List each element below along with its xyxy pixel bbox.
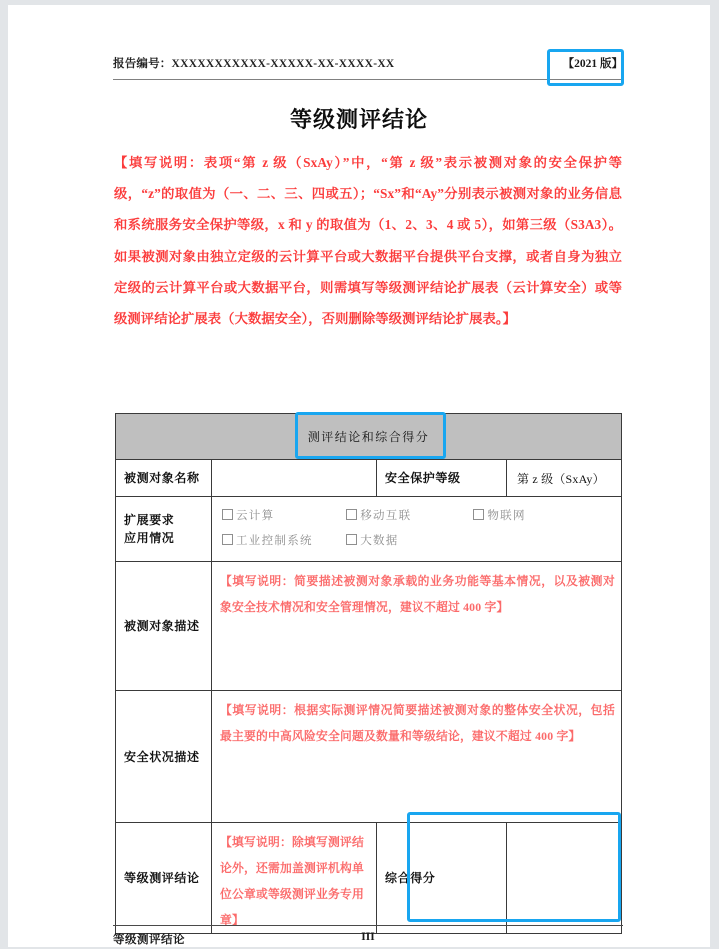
table-row-conclusion [116, 823, 622, 934]
checkbox-icon[interactable] [346, 509, 357, 520]
table-row-extension [116, 497, 622, 562]
checkbox-big-data[interactable] [346, 529, 398, 554]
extension-label-line2: 应用情况 [124, 531, 175, 545]
extension-label-line1: 扩展要求 [124, 513, 175, 527]
object-desc-note: 【填写说明：简要描述被测对象承载的业务功能等基本情况，以及被测对象安全技术情况和安全管理情况，建议不超过 400 字】 [220, 574, 616, 614]
security-status-note: 【填写说明：根据实际测评情况简要描述被测对象的整体安全状况，包括最主要的中高风险安全问题及数量和等级结论，建议不超过 400 字】 [220, 703, 616, 743]
filling-instructions: 【填写说明：表项“第 z 级（SxAy）”中，“第 z 级”表示被测对象的安全保护等级，“z”的取值为（一、二、三、四或五）；“Sx”和“Ay”分别表示被测对象的业务信息和系统服务安全保护等级，x 和 y 的取值为（1、2、3、4 或 5），如第三级（S3A3）。如果被测对象由独立定级的云计算平台或大数据平台提供平台支撑，或者自身为独立定级的云计算平台或大数据平台，则需填写等级测评结论扩展表（云计算安全）或等级测评结论扩展表（大数据安全），否则删除等级测评结论扩展表。】 [114, 155, 622, 327]
report-number-label: 报告编号： [113, 58, 172, 70]
checkbox-label: 工业控制系统 [236, 535, 313, 547]
grade-label: 安全保护等级 [377, 460, 507, 497]
footer-page-number: III [361, 931, 375, 943]
conclusion-note: 【填写说明：除填写测评结论外，还需加盖测评机构单位公章或等级测评业务专用章】 [220, 835, 364, 927]
table-header-title: 测评结论和综合得分 [116, 414, 622, 460]
table-header-row [116, 414, 622, 460]
checkbox-label: 云计算 [236, 510, 275, 522]
score-value[interactable] [507, 823, 622, 934]
document-running-header [113, 52, 623, 80]
conclusion-label: 等级测评结论 [116, 823, 212, 934]
object-desc-label: 被测对象描述 [116, 562, 212, 691]
document-page [8, 5, 710, 947]
checkbox-label: 物联网 [487, 510, 526, 522]
object-desc-cell[interactable] [212, 562, 622, 691]
object-name-value[interactable] [212, 460, 377, 497]
extension-checkbox-cell [212, 497, 622, 562]
checkbox-iot[interactable] [473, 504, 525, 529]
report-number-value: XXXXXXXXXXX-XXXXX-XX-XXXX-XX [171, 58, 395, 70]
checkbox-icon[interactable] [473, 509, 484, 520]
checkbox-industrial-control[interactable] [222, 529, 342, 554]
grade-value[interactable]: 第 z 级（SxAy） [507, 460, 622, 497]
page-title: 等级测评结论 [289, 108, 428, 133]
checkbox-row-1 [222, 504, 621, 529]
conclusion-cell[interactable] [212, 823, 377, 934]
security-status-label: 安全状况描述 [116, 691, 212, 823]
table-row-security-status [116, 691, 622, 823]
object-name-label: 被测对象名称 [116, 460, 212, 497]
checkbox-row-2 [222, 529, 621, 554]
checkbox-label: 移动互联 [360, 510, 412, 522]
checkbox-cloud-computing[interactable] [222, 504, 342, 529]
checkbox-icon[interactable] [222, 509, 233, 520]
checkbox-icon[interactable] [222, 534, 233, 545]
checkbox-icon[interactable] [346, 534, 357, 545]
checkbox-label: 大数据 [360, 535, 399, 547]
table-row-object-desc [116, 562, 622, 691]
version-badge: 【2021 版】 [562, 58, 623, 70]
conclusion-table [115, 413, 622, 934]
table-row-object-name [116, 460, 622, 497]
score-label: 综合得分 [377, 823, 507, 934]
extension-label [116, 497, 212, 562]
report-number [113, 55, 395, 71]
document-running-footer [113, 925, 623, 949]
checkbox-mobile-internet[interactable] [346, 504, 469, 529]
footer-left-text: 等级测评结论 [113, 934, 185, 946]
security-status-cell[interactable] [212, 691, 622, 823]
